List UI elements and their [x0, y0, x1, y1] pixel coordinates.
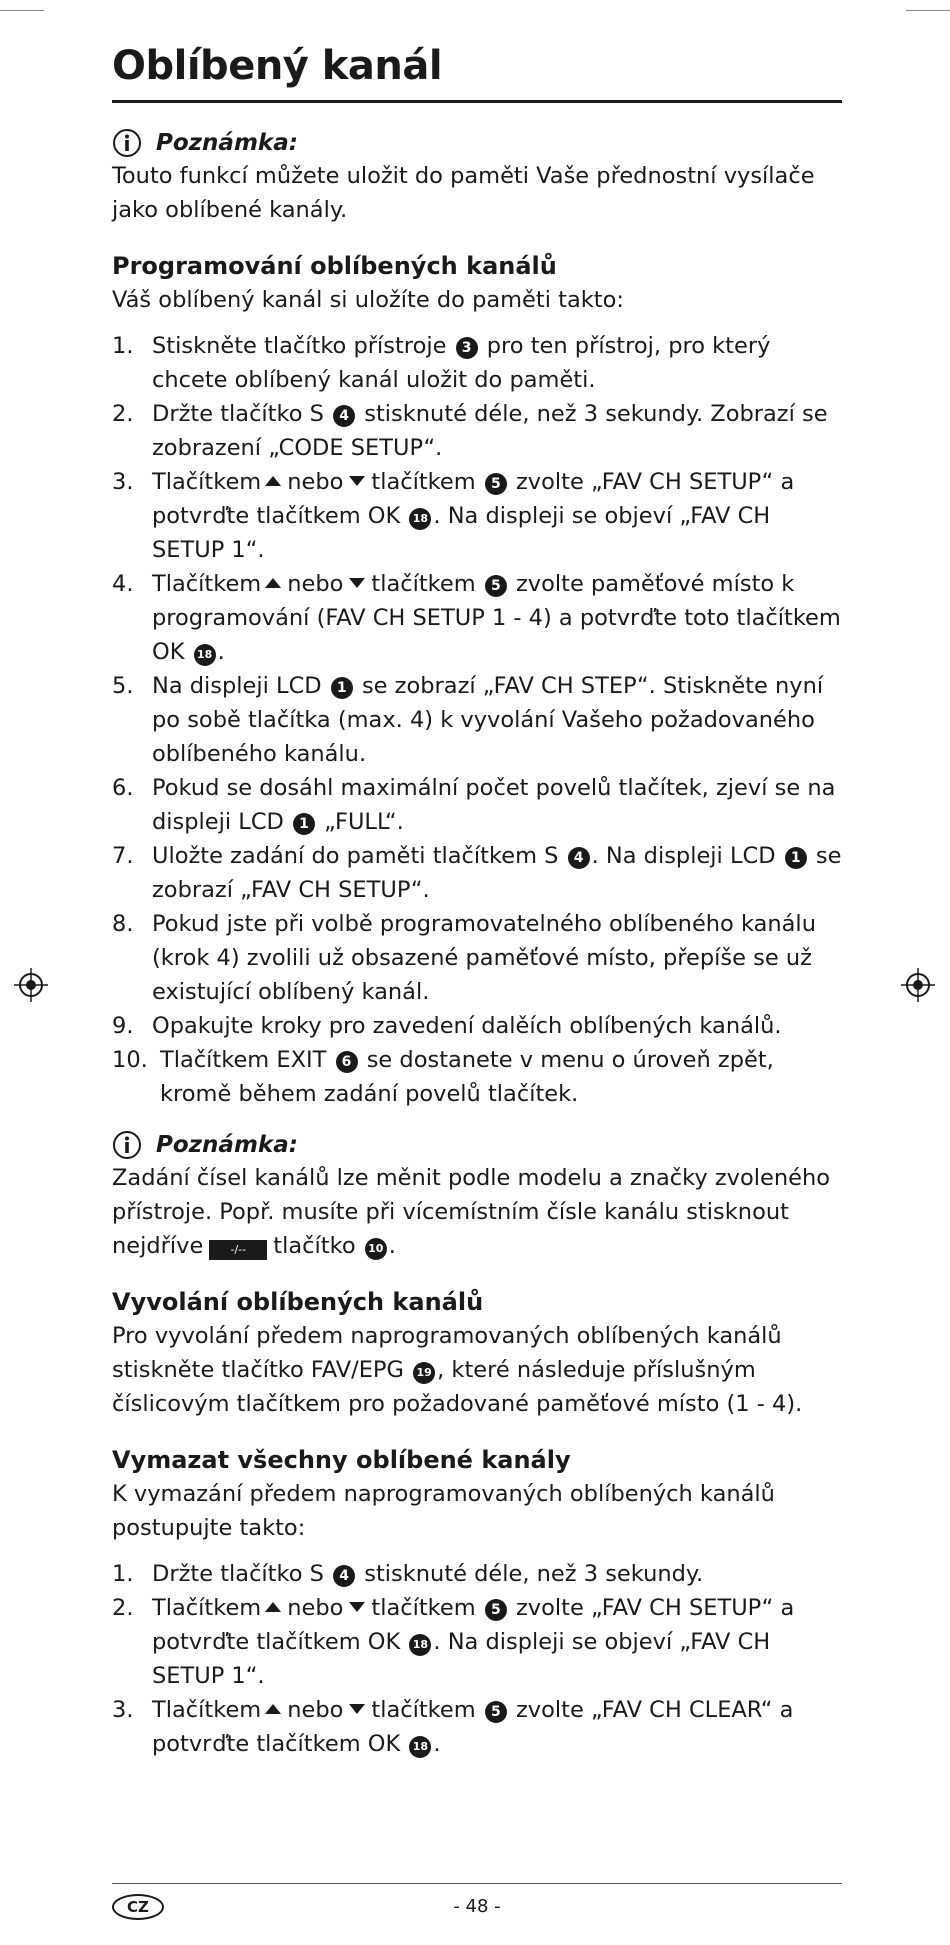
button-ref-badge: 10 — [365, 1238, 387, 1260]
arrow-down-icon — [349, 1602, 365, 1612]
step-item — [112, 1591, 842, 1693]
section-heading: Programování oblíbených kanálů — [112, 252, 557, 280]
info-icon — [112, 128, 142, 158]
button-ref-badge: 3 — [456, 337, 478, 359]
section-intro: Váš oblíbený kanál si uložíte do paměti takto: — [112, 287, 624, 313]
arrow-up-icon — [265, 476, 281, 486]
step-item — [112, 907, 842, 1009]
dash-key-icon: -/-- — [209, 1240, 267, 1260]
step-item — [112, 771, 842, 839]
button-ref-badge: 5 — [485, 575, 507, 597]
step-item — [112, 839, 842, 907]
arrow-up-icon — [265, 1602, 281, 1612]
step-item — [112, 567, 842, 669]
section-intro: K vymazání předem naprogramovaných oblíbených kanálů postupujte takto: — [112, 1481, 775, 1541]
step-text: Tlačítkem nebo tlačítkem 5 zvolte „FAV CH SETUP“ a potvrďte tlačítkem OK 18 . Na displeji se objeví „FAV CH SETUP 1“. — [152, 1595, 795, 1689]
step-text: Tlačítkem nebo tlačítkem 5 zvolte „FAV CH CLEAR“ a potvrďte tlačítkem OK 18 . — [152, 1697, 794, 1757]
step-item — [112, 1557, 842, 1591]
step-number: 1. — [112, 1561, 134, 1587]
button-ref-badge: 5 — [485, 1701, 507, 1723]
step-number: 1. — [112, 333, 134, 359]
programming-steps — [112, 329, 842, 1111]
step-number: 3. — [112, 469, 134, 495]
button-ref-badge: 19 — [413, 1362, 435, 1384]
button-ref-badge: 18 — [194, 644, 216, 666]
crop-mark-left — [0, 10, 44, 11]
note-text: Touto funkcí můžete uložit do paměti Vaše přednostní vysílače jako oblíbené kanály. — [112, 163, 815, 223]
step-item — [112, 397, 842, 465]
info-icon — [112, 1130, 142, 1160]
step-text: Pokud se dosáhl maximální počet povelů tlačítek, zjeví se na displeji LCD 1 „FULL“. — [152, 775, 836, 835]
step-item — [112, 465, 842, 567]
registration-mark-icon — [14, 968, 48, 1002]
arrow-down-icon — [349, 1704, 365, 1714]
clear-steps — [112, 1557, 842, 1761]
step-text: Držte tlačítko S 4 stisknuté déle, než 3 sekundy. — [152, 1561, 704, 1587]
page-content — [112, 40, 842, 1761]
note-heading — [112, 127, 842, 159]
step-item — [112, 329, 842, 397]
note-text: Zadání čísel kanálů lze měnit podle modelu a značky zvoleného přístroje. Popř. musíte při vícemístním čísle kanálu stisknout nejdříve -/-- tlačítko 10 . — [112, 1165, 830, 1259]
step-item — [112, 1043, 842, 1111]
step-text: Tlačítkem EXIT 6 se dostanete v menu o úroveň zpět, kromě během zadání povelů tlačítek. — [160, 1047, 774, 1107]
step-number: 4. — [112, 571, 134, 597]
button-ref-badge: 1 — [293, 813, 315, 835]
step-item — [112, 1693, 842, 1761]
button-ref-badge: 18 — [409, 508, 431, 530]
arrow-down-icon — [349, 476, 365, 486]
button-ref-badge: 6 — [336, 1051, 358, 1073]
crop-mark-right — [906, 10, 950, 11]
button-ref-badge: 18 — [409, 1634, 431, 1656]
page-footer — [112, 1883, 842, 1924]
step-item — [112, 1009, 842, 1043]
note-heading — [112, 1129, 842, 1161]
arrow-up-icon — [265, 578, 281, 588]
section-heading: Vyvolání oblíbených kanálů — [112, 1288, 484, 1316]
step-text: Opakujte kroky pro zavedení dalěích oblíbených kanálů. — [152, 1013, 782, 1039]
button-ref-badge: 4 — [333, 405, 355, 427]
page-title: Oblíbený kanál — [112, 40, 842, 103]
step-text: Stiskněte tlačítko přístroje 3 pro ten přístroj, pro který chcete oblíbený kanál uložit do paměti. — [152, 333, 771, 393]
step-text: Uložte zadání do paměti tlačítkem S 4 . Na displeji LCD 1 se zobrazí „FAV CH SETUP“. — [152, 843, 842, 903]
arrow-down-icon — [349, 578, 365, 588]
step-number: 7. — [112, 843, 134, 869]
step-number: 8. — [112, 911, 134, 937]
step-number: 5. — [112, 673, 134, 699]
button-ref-badge: 5 — [485, 473, 507, 495]
language-badge: CZ — [112, 1894, 164, 1920]
button-ref-badge: 1 — [331, 677, 353, 699]
note-label: Poznámka: — [156, 1132, 298, 1158]
step-text: Tlačítkem nebo tlačítkem 5 zvolte „FAV CH SETUP“ a potvrďte tlačítkem OK 18 . Na displeji se objeví „FAV CH SETUP 1“. — [152, 469, 795, 563]
note-label: Poznámka: — [156, 130, 298, 156]
registration-mark-icon — [901, 968, 935, 1002]
page-number: - 48 - — [453, 1896, 501, 1917]
button-ref-badge: 5 — [485, 1599, 507, 1621]
step-text: Držte tlačítko S 4 stisknuté déle, než 3 sekundy. Zobrazí se zobrazení „CODE SETUP“. — [152, 401, 828, 461]
step-number: 9. — [112, 1013, 134, 1039]
step-text: Na displeji LCD 1 se zobrazí „FAV CH STEP“. Stiskněte nyní po sobě tlačítka (max. 4) k vyvolání Vašeho požadovaného oblíbeného kanálu. — [152, 673, 824, 767]
section-text: Pro vyvolání předem naprogramovaných oblíbených kanálů stiskněte tlačítko FAV/EPG 19 , které následuje příslušným číslicovým tlačítkem pro požadované paměťové místo (1 - 4). — [112, 1323, 803, 1417]
step-text: Pokud jste při volbě programovatelného oblíbeného kanálu (krok 4) zvolili už obsazené paměťové místo, přepíše se už existující oblíbený kanál. — [152, 911, 816, 1005]
arrow-up-icon — [265, 1704, 281, 1714]
step-number: 2. — [112, 401, 134, 427]
button-ref-badge: 4 — [568, 847, 590, 869]
step-item — [112, 669, 842, 771]
step-number: 10. — [112, 1047, 148, 1073]
step-text: Tlačítkem nebo tlačítkem 5 zvolte paměťové místo k programování (FAV CH SETUP 1 - 4) a potvrďte toto tlačítkem OK 18 . — [152, 571, 841, 665]
step-number: 6. — [112, 775, 134, 801]
step-number: 3. — [112, 1697, 134, 1723]
button-ref-badge: 18 — [409, 1736, 431, 1758]
section-heading: Vymazat všechny oblíbené kanály — [112, 1446, 571, 1474]
button-ref-badge: 4 — [333, 1565, 355, 1587]
step-number: 2. — [112, 1595, 134, 1621]
button-ref-badge: 1 — [785, 847, 807, 869]
